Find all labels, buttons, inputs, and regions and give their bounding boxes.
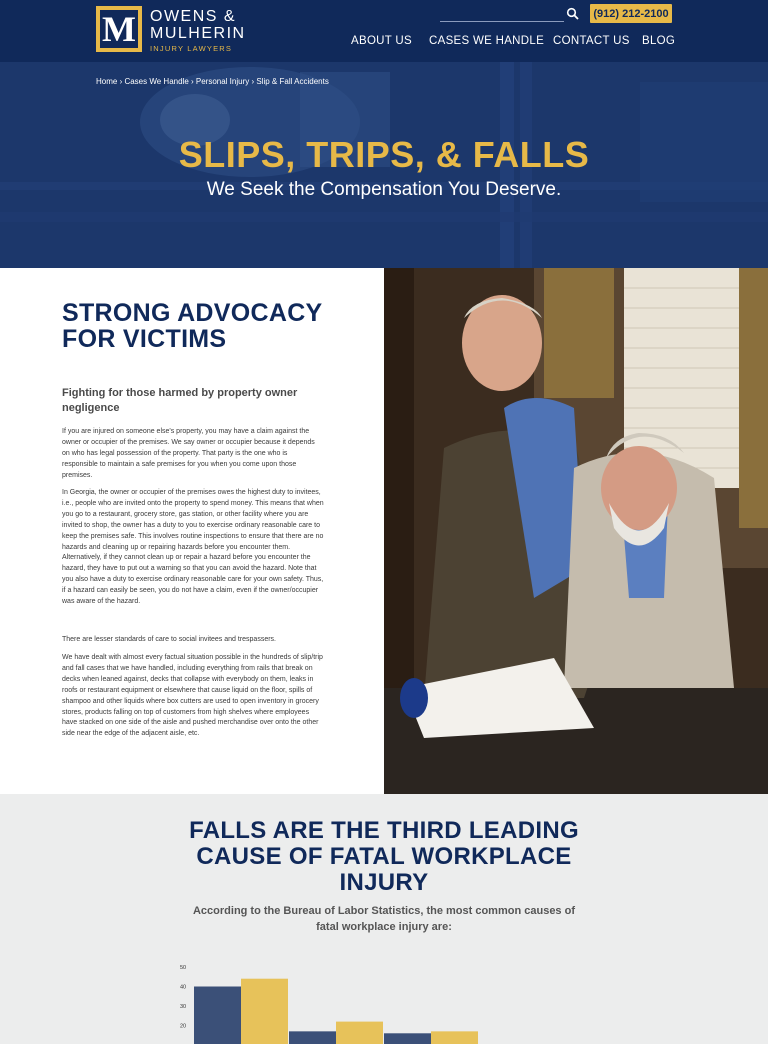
bar-1-series-1 [194,987,241,1044]
bar-2-series-1 [289,1031,336,1044]
section-subheading: Fighting for those harmed by property owner negligence [62,387,298,414]
breadcrumb[interactable]: Home › Cases We Handle › Personal Injury › Slip & Fall Accidents [96,77,329,86]
stats-subtitle-text: According to the Bureau of Labor Statistics, the most common causes of fatal workplace injury are: [192,905,575,933]
nav-contact-us[interactable]: CONTACT US [553,35,630,47]
logo-mark[interactable] [96,6,142,52]
stats-subtitle [0,904,768,935]
search-input[interactable] [440,21,564,22]
paragraph-1: If you are injured on someone else's property, you may have a claim against the owner or occupier of the premises. We say owner or occupier because it depends on who has legal possession of the property. That party is the one who is responsible to maintain a safe premises for you when you come upon those premises. [62,428,315,479]
search-icon[interactable] [566,7,580,21]
phone-button[interactable]: (912) 212-2100 [590,4,672,23]
nav-about-us[interactable]: ABOUT US [351,35,412,47]
logo-line-1: OWENS & [150,8,237,25]
logo-tagline: INJURY LAWYERS [150,44,233,53]
y-tick-label: 40 [180,984,187,991]
section-heading: STRONG ADVOCACY FOR VICTIMS [62,299,323,353]
bar-3-series-2 [431,1031,478,1044]
y-tick-label: 20 [180,1023,187,1030]
bar-3-series-1 [384,1033,431,1044]
paragraph-2: In Georgia, the owner or occupier of the premises owes the highest duty to invitees, i.e., people who are invited onto the property to spend money. This means that when you go to a restaurant, grocery store, gas station, or other facility where you are invited to shop, the owner has a duty to you to exercise ordinary reasonable care to keep the premises safe. This involves routine inspections to ensure that there are no hazards and cleaning up or repairing hazards before you encounter them. Alternatively, if they cannot clean up or repair a hazard before you encounter the hazard, they have to put out a warning so that you can avoid the hazard. Note that you also have a duty to exercise ordinary reasonable care for your own safety. Thus, if a hazard can easily be seen, you do not have a claim, even if the owner/occupier was aware of the hazard. [62,489,324,606]
hero-subtitle: We Seek the Compensation You Deserve. [206,179,562,200]
paragraph-4: We have dealt with almost every factual situation possible in the hundreds of slip/trip and fall cases that we have handled, including everything from rails that break on decks when leaned against, decks that collapse with everybody on them, leaks in roofs or restaurant equipment or elsewhere that cause liquid on the floor, spills of shampoo and other liquids where box cutters are used to open inventory in grocery stores, products falling on top of customers from high shelves where employees have stacked on one side of the aisle and pushed merchandise over onto the other side near the edge of the adjacent aisle, etc. [62,654,323,738]
paragraph-3: There are lesser standards of care to social invitees and trespassers. [62,636,276,643]
bar-2-series-2 [336,1022,383,1044]
attorneys-photo [384,268,768,794]
stats-title-text: FALLS ARE THE THIRD LEADING CAUSE OF FATAL WORKPLACE INJURY [189,817,579,896]
site-header [0,0,768,62]
y-tick-label: 50 [180,965,187,971]
logo-monogram: M [102,9,136,49]
logo-text[interactable] [150,8,246,53]
stats-title [0,818,768,896]
y-tick-label: 30 [180,1004,187,1010]
nav-blog[interactable]: BLOG [642,35,676,47]
fatal-injury-causes-chart [170,958,500,1044]
nav-cases-we-handle[interactable]: CASES WE HANDLE [429,35,545,47]
hero-title: SLIPS, TRIPS, & FALLS [178,134,590,175]
bar-1-series-2 [241,979,288,1044]
logo-line-2: MULHERIN [150,25,246,42]
